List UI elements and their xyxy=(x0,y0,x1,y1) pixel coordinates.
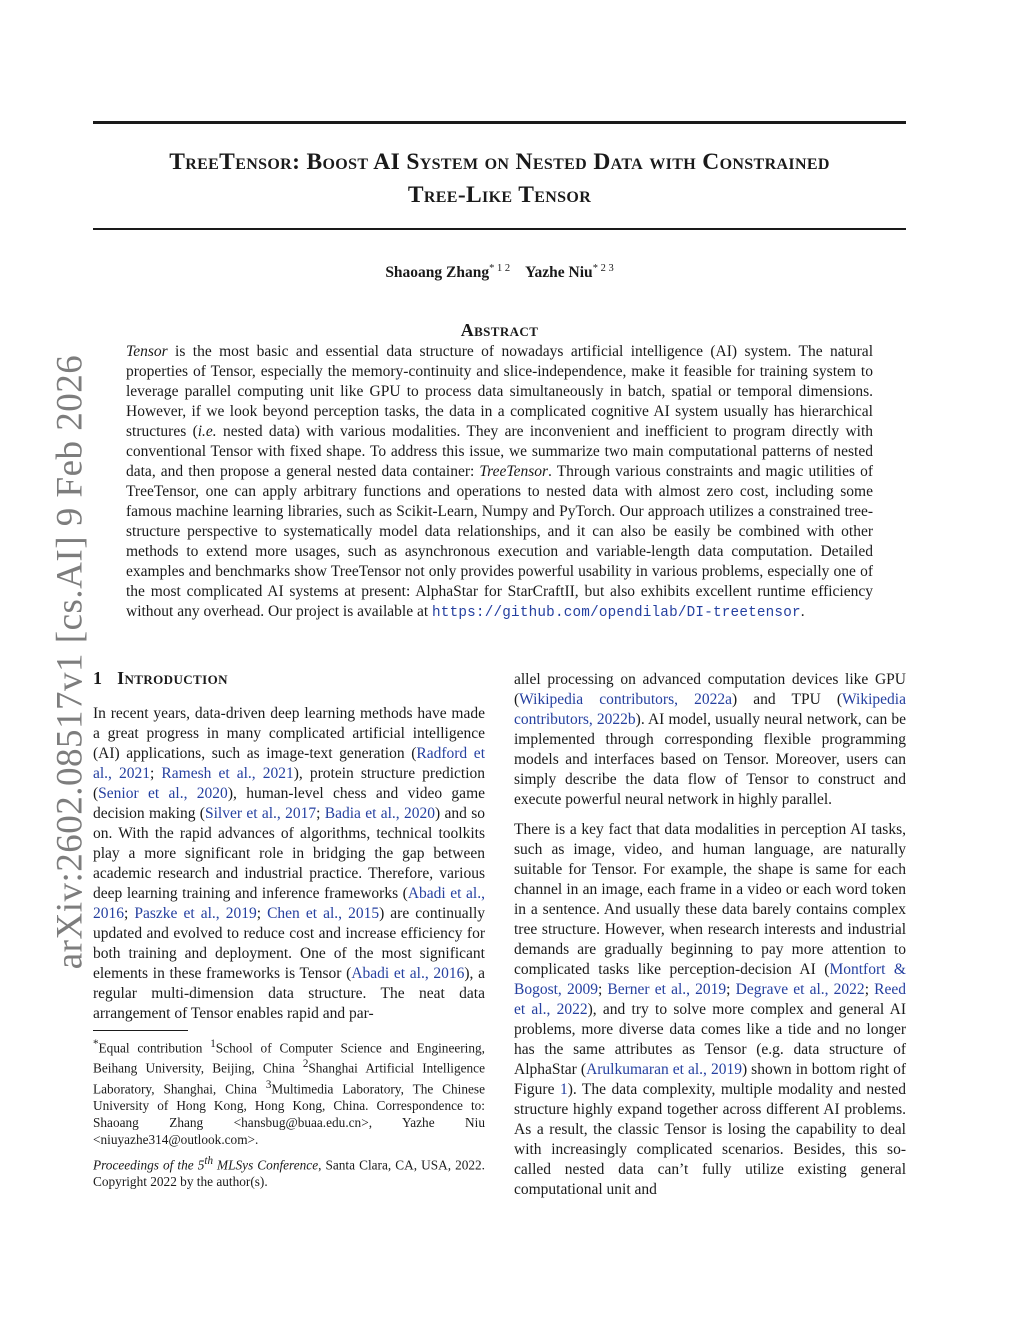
footnote-rule xyxy=(93,1030,188,1031)
citation-link[interactable]: Wikipedia contributors, 2022b xyxy=(514,691,906,728)
footnote-text: Multimedia Laboratory, The Chinese University of Hong Kong, Hong Kong, China. Correspondence to: Shaoang Zhang <hansbug@buaa.edu.cn>, Yazhe Niu <niuyazhe314@outlook.com>. xyxy=(93,1081,485,1148)
footnote-mark: 1 xyxy=(210,1038,216,1050)
citation-link[interactable]: Paszke et al., 2019 xyxy=(134,905,257,922)
citation-link[interactable]: Reed et al., 2022 xyxy=(514,981,907,1018)
body-text: ), and try to solve more complex and general AI problems, more diverse data comes like a tide and no longer has the same attributes as Tensor (e.g. data structure of AlphaStar ( xyxy=(514,1001,906,1078)
abstract-text: is the most basic and essential data structure of nowadays artificial intelligence (AI) system. The natural properties of Tensor, especially the memory-continuity and slice-independence, make it feasible for training system to leverage parallel computing unit like GPU to process data simultaneously in batch, spatial or temporal dimensions. However, if we look beyond perception tasks, the data in a complicated cognitive AI system usually has hierarchical structures ( xyxy=(126,343,873,440)
project-url-link[interactable]: https://github.com/opendilab/DI-treetensor xyxy=(432,605,801,621)
body-text: ). AI model, usually neural network, can be implemented through corresponding flexible programming models and interfaces based on Tensor. Moreover, users can simply describe the data flow of Tensor to construct and execute powerful neural network in highly parallel. xyxy=(514,711,906,808)
title-line-2: Tree-Like Tensor xyxy=(407,182,592,208)
proceedings-text: Proceedings of the xyxy=(93,1157,198,1173)
author-name: Yazhe Niu xyxy=(525,264,593,282)
citation-link[interactable]: Senior et al., 2020 xyxy=(98,785,228,802)
paragraph xyxy=(514,820,906,1200)
abstract-text: . xyxy=(800,603,805,620)
body-text: ; xyxy=(597,981,608,998)
abstract-heading: Abstract xyxy=(460,320,539,340)
footnote xyxy=(93,1036,485,1148)
section-title: Introduction xyxy=(117,668,228,688)
body-text: ; xyxy=(864,981,875,998)
paragraph xyxy=(93,704,485,1024)
abstract-body xyxy=(126,342,873,623)
citation-link[interactable]: Berner et al., 2019 xyxy=(607,981,727,998)
arxiv-identifier: arXiv:2602.08517v1 [cs.AI] 9 Feb 2026 xyxy=(49,354,91,970)
body-text: ), a regular multi-dimension data structure. The neat data arrangement of Tensor enables rapid and par- xyxy=(93,965,485,1022)
body-text: ) are continually updated and evolved to reduce cost and increase efficiency for both training and deployment. One of the most significant elements in these frameworks is Tensor ( xyxy=(93,905,486,982)
citation-link[interactable]: Radford et al., 2021 xyxy=(93,745,485,782)
proceedings-note xyxy=(93,1153,485,1190)
footnote-mark: * xyxy=(93,1038,99,1050)
author-affiliation-marks: * 2 3 xyxy=(592,263,614,274)
citation-link[interactable]: Chen et al., 2015 xyxy=(267,905,380,922)
body-text: ). The data complexity, multiple modality and nested structure highly expand together across different AI problems. As a result, the classic Tensor is losing the capability to deal with increasingly complicated scenarios. Besides, this so-called nested data can’t fully utilize existing general computational unit and xyxy=(514,1081,906,1198)
paper-title xyxy=(93,146,906,212)
section-number: 1 xyxy=(93,668,103,688)
footnote-text: Equal contribution xyxy=(98,1040,211,1056)
body-text: ; xyxy=(726,981,736,998)
abstract-emphasis: TreeTensor xyxy=(479,463,549,480)
author-list xyxy=(93,263,906,282)
citation-link[interactable]: Degrave et al., 2022 xyxy=(735,981,865,998)
citation-link[interactable]: Abadi et al., 2016 xyxy=(351,965,465,982)
citation-link[interactable]: Wikipedia contributors, 2022a xyxy=(519,691,732,708)
section-heading xyxy=(93,668,228,689)
citation-link[interactable]: Montfort & Bogost, 2009 xyxy=(514,961,906,998)
footnote-text: School of Computer Science and Engineering, Beihang University, Beijing, China xyxy=(93,1040,485,1076)
citation-link[interactable]: Arulkumaran et al., 2019 xyxy=(586,1061,742,1078)
figure-ref-link[interactable]: 1 xyxy=(559,1081,568,1098)
citation-link[interactable]: Ramesh et al., 2021 xyxy=(161,765,294,782)
proceedings-text: , Santa Clara, CA, USA, 2022. Copyright 2022 by the author(s). xyxy=(93,1157,485,1190)
body-text: ; xyxy=(124,905,135,922)
abstract-text: nested data) with various modalities. They are inconvenient and inefficient to program directly with conventional Tensor with fixed shape. To address this issue, we summarize two main computational patterns of nested data, and then propose a general nested data container: xyxy=(126,423,873,480)
author-affiliation-marks: * 1 2 xyxy=(489,263,511,274)
body-text: ) shown in bottom right of Figure xyxy=(514,1061,906,1098)
body-text: In recent years, data-driven deep learning methods have made a great progress in many complicated artificial intelligence (AI) applications, such as image-text generation ( xyxy=(93,705,485,762)
body-text: ), human-level chess and video game decision making ( xyxy=(93,785,486,822)
footnote-mark: 2 xyxy=(302,1058,309,1071)
proceedings-number: 5 xyxy=(197,1157,205,1173)
title-top-rule xyxy=(93,121,906,124)
abstract-emphasis: Tensor xyxy=(126,343,168,360)
citation-link[interactable]: Abadi et al., 2016 xyxy=(93,885,485,922)
body-text: ) and so on. With the rapid advances of algorithms, technical toolkits play a more significant role in bridging the gap between academic research and industrial practice. Therefore, various deep learning training and inference frameworks ( xyxy=(93,805,485,902)
proceedings-ordinal: th xyxy=(204,1155,213,1167)
right-column xyxy=(514,670,906,1200)
proceedings-text: MLSys Conference xyxy=(213,1157,319,1173)
body-text: There is a key fact that data modalities in perception AI tasks, such as image, video, and human language, are naturally suitable for Tensor. For example, the shape is same for each channel in an image, each frame in a video or each word token in a sentence. And usually these data barely contains complex tree structure. However, when research interests and industrial demands are gradually beginning to pay more attention to complicated tasks like perception-decision AI ( xyxy=(514,821,906,978)
left-column xyxy=(93,704,485,1024)
abstract-emphasis: i.e. xyxy=(197,423,217,440)
footnote-text: Shanghai Artificial Intelligence Laboratory, Shanghai, China xyxy=(93,1060,485,1097)
body-text: ), protein structure prediction ( xyxy=(93,765,485,802)
body-text: ; xyxy=(316,805,325,822)
body-text: allel processing on advanced computation devices like GPU ( xyxy=(514,671,906,708)
title-bottom-rule xyxy=(93,228,906,230)
body-text: ) and TPU ( xyxy=(732,691,843,708)
author-name: Shaoang Zhang xyxy=(385,264,490,282)
footnote-mark: 3 xyxy=(265,1078,272,1091)
title-line-1: TreeTensor: Boost AI System on Nested Data with Constrained xyxy=(169,149,830,175)
body-text: ; xyxy=(256,905,268,922)
citation-link[interactable]: Silver et al., 2017 xyxy=(204,805,317,822)
abstract-text: . Through various constraints and magic utilities of TreeTensor, one can apply arbitrary functions and operations to nested data with almost zero cost, including some famous machine learning libraries, such as Scikit-Learn, Numpy and PyTorch. Our approach utilizes a constrained tree-structure perspective to systematically model data relationships, and it can also be easily be combined with other methods to extend more usages, such as asynchronous execution and variable-length data computation. Detailed examples and benchmarks show TreeTensor not only provides powerful usability in various problems, especially one of the most complicated AI systems at present: AlphaStar for StarCraftII, but also exhibits excellent runtime efficiency without any overhead. Our project is available at xyxy=(126,463,873,620)
citation-link[interactable]: Badia et al., 2020 xyxy=(324,805,436,822)
body-text: ; xyxy=(150,765,162,782)
paragraph xyxy=(514,670,906,810)
